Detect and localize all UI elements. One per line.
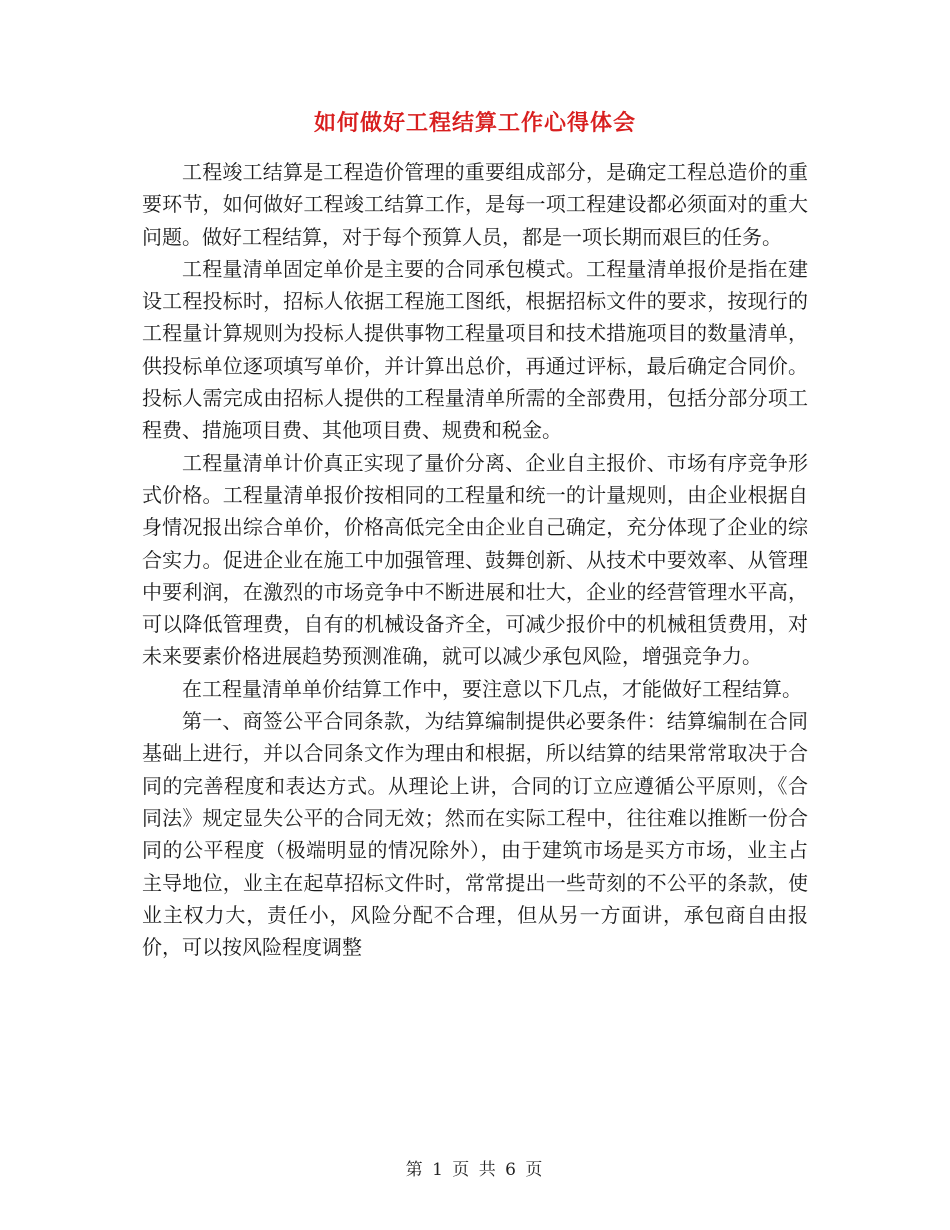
- document-body: [142, 156, 808, 963]
- paragraph-2: 工程量清单固定单价是主要的合同承包模式。工程量清单报价是指在建设工程投标时，招标人依据工程施工图纸，根据招标文件的要求，按现行的工程量计算规则为投标人提供事物工程量项目和技术措施项目的数量清单，供投标单位逐项填写单价，并计算出总价，再通过评标，最后确定合同价。投标人需完成由招标人提供的工程量清单所需的全部费用，包括分部分项工程费、措施项目费、其他项目费、规费和税金。: [142, 256, 808, 443]
- paragraph-5: 第一、商签公平合同条款，为结算编制提供必要条件：结算编制在合同基础上进行，并以合同条文作为理由和根据，所以结算的结果常常取决于合同的完善程度和表达方式。从理论上讲，合同的订立应遵循公平原则，《合同法》规定显失公平的合同无效；然而在实际工程中，往往难以推断一份合同的公平程度（极端明显的情况除外），由于建筑市场是买方市场，业主占主导地位，业主在起草招标文件时，常常提出一些苛刻的不公平的条款，使业主权力大，责任小，风险分配不合理，但从另一方面讲，承包商自由报价，可以按风险程度调整: [142, 709, 808, 960]
- paragraph-3: 工程量清单计价真正实现了量价分离、企业自主报价、市场有序竞争形式价格。工程量清单报价按相同的工程量和统一的计量规则，由企业根据自身情况报出综合单价，价格高低完全由企业自己确定，充分体现了企业的综合实力。促进企业在施工中加强管理、鼓舞创新、从技术中要效率、从管理中要利润，在激烈的市场竞争中不断进展和壮大，企业的经营管理水平高，可以降低管理费，自有的机械设备齐全，可减少报价中的机械租赁费用，对未来要素价格进展趋势预测准确，就可以减少承包风险，增强竞争力。: [142, 450, 808, 669]
- page-footer: 第 1 页 共 6 页: [405, 1160, 545, 1180]
- paragraph-4: 在工程量清单单价结算工作中，要注意以下几点，才能做好工程结算。: [182, 676, 802, 701]
- document-title: 如何做好工程结算工作心得体会: [313, 110, 636, 136]
- paragraph-1: 工程竣工结算是工程造价管理的重要组成部分，是确定工程总造价的重要环节，如何做好工程竣工结算工作，是每一项工程建设都必须面对的重大问题。做好工程结算，对于每个预算人员，都是一项长期而艰巨的任务。: [142, 160, 808, 249]
